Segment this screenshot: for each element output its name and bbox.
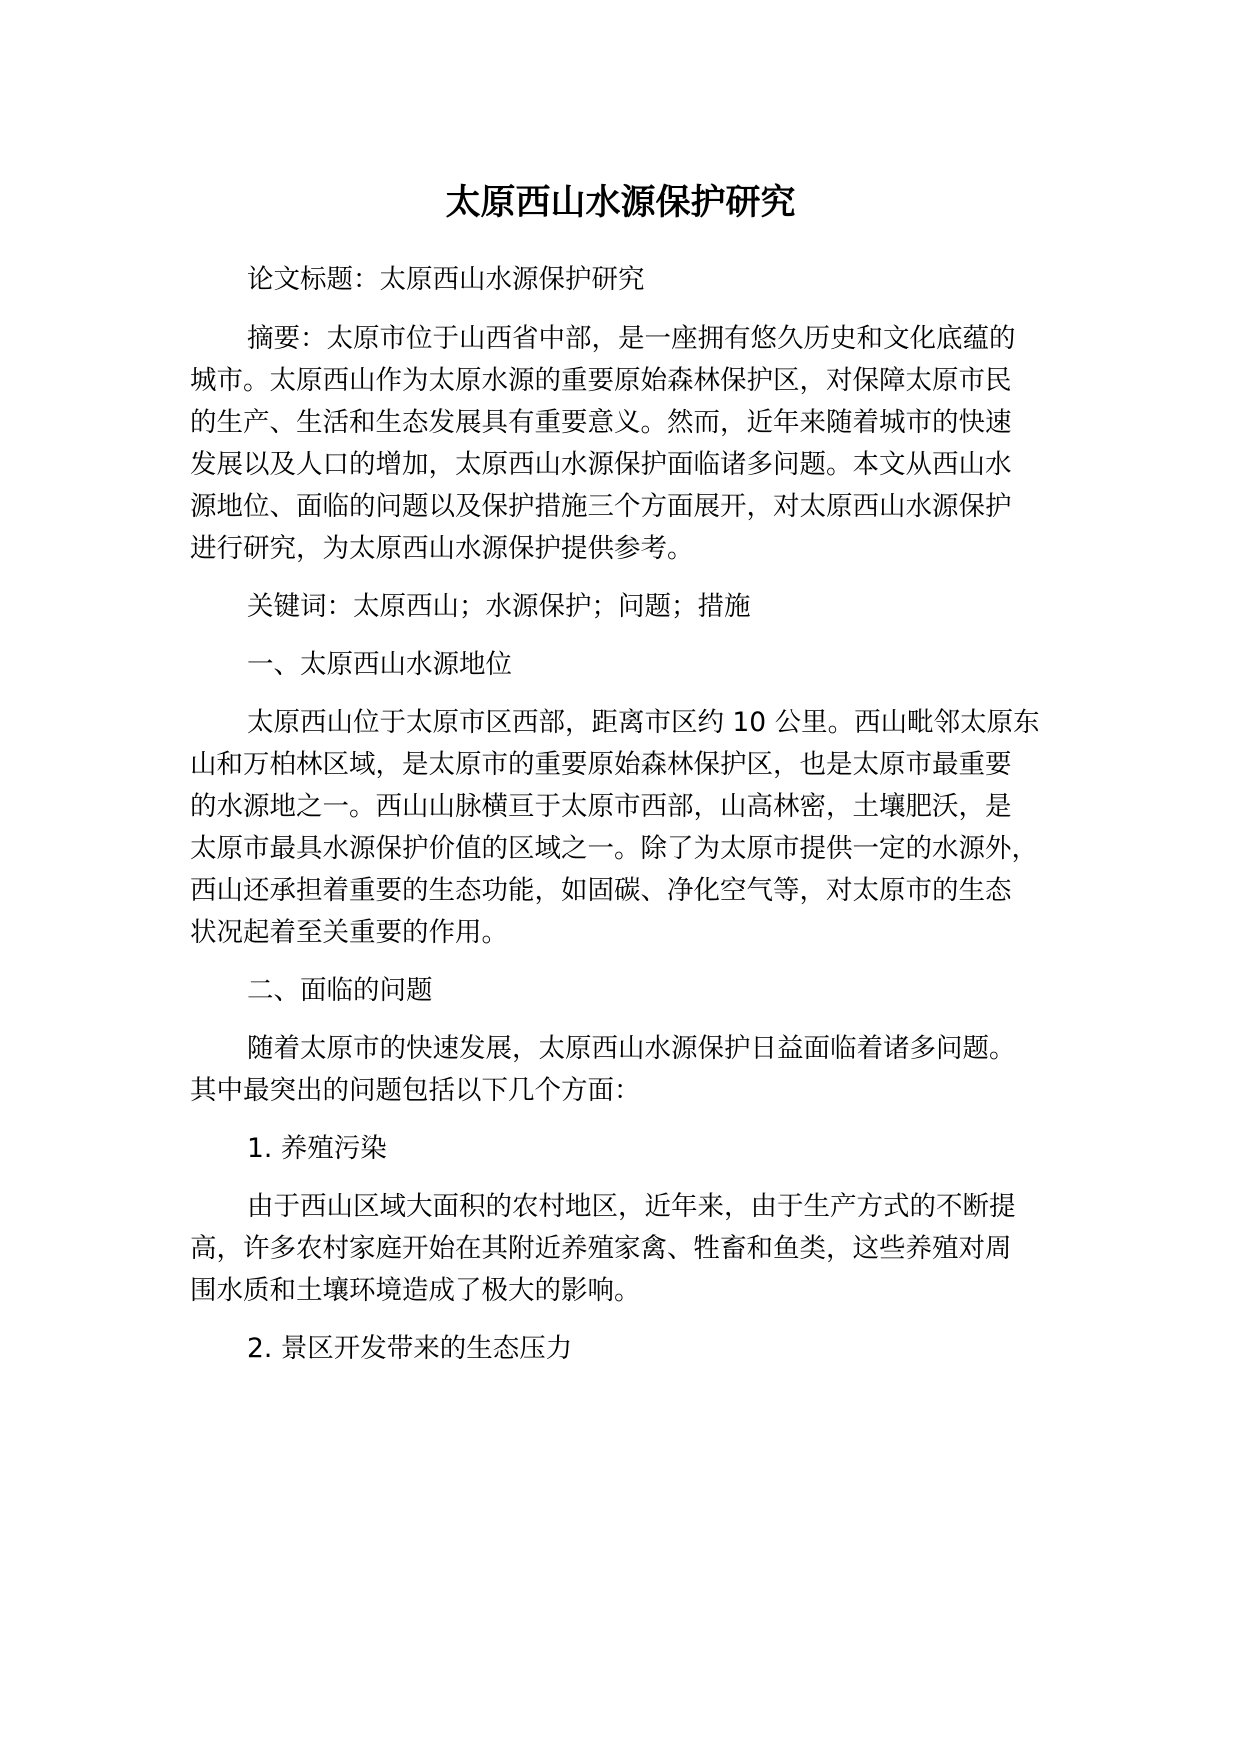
- section2-intro-line: 其中最突出的问题包括以下几个方面：: [190, 1075, 641, 1106]
- abstract-line: 源地位、面临的问题以及保护措施三个方面展开，对太原西山水源保护: [190, 491, 1012, 522]
- paper-title-line: 论文标题：太原西山水源保护研究: [247, 264, 645, 295]
- item1-line: 由于西山区域大面积的农村地区，近年来，由于生产方式的不断提: [247, 1191, 1016, 1222]
- section2-heading: 二、面临的问题: [247, 975, 433, 1006]
- keywords-line: 关键词：太原西山；水源保护；问题；措施: [247, 591, 751, 622]
- item2-heading: 2. 景区开发带来的生态压力: [247, 1333, 573, 1364]
- abstract-line: 的生产、生活和生态发展具有重要意义。然而，近年来随着城市的快速: [190, 407, 1012, 438]
- item1-line: 围水质和土壤环境造成了极大的影响。: [190, 1275, 641, 1306]
- section1-line: 山和万柏林区域，是太原市的重要原始森林保护区，也是太原市最重要: [190, 749, 1012, 780]
- section1-line: 太原西山位于太原市区西部，距离市区约 10 公里。西山毗邻太原东: [247, 707, 1040, 738]
- section1-line: 太原市最具水源保护价值的区域之一。除了为太原市提供一定的水源外，: [190, 833, 1038, 864]
- document-title: 太原西山水源保护研究: [445, 183, 796, 223]
- item1-line: 高，许多农村家庭开始在其附近养殖家禽、牲畜和鱼类，这些养殖对周: [190, 1233, 1012, 1264]
- item1-heading: 1. 养殖污染: [247, 1133, 387, 1164]
- section1-line: 状况起着至关重要的作用。: [190, 917, 508, 948]
- abstract-line: 城市。太原西山作为太原水源的重要原始森林保护区，对保障太原市民: [190, 365, 1012, 396]
- section2-intro-line: 随着太原市的快速发展，太原西山水源保护日益面临着诸多问题。: [247, 1033, 1016, 1064]
- section1-line: 的水源地之一。西山山脉横亘于太原市西部，山高林密，土壤肥沃，是: [190, 791, 1012, 822]
- abstract-line: 进行研究，为太原西山水源保护提供参考。: [190, 533, 694, 564]
- abstract-line: 摘要：太原市位于山西省中部，是一座拥有悠久历史和文化底蕴的: [247, 323, 1016, 354]
- abstract-line: 发展以及人口的增加，太原西山水源保护面临诸多问题。本文从西山水: [190, 449, 1012, 480]
- section1-line: 西山还承担着重要的生态功能，如固碳、净化空气等，对太原市的生态: [190, 875, 1012, 906]
- section1-heading: 一、太原西山水源地位: [247, 649, 512, 680]
